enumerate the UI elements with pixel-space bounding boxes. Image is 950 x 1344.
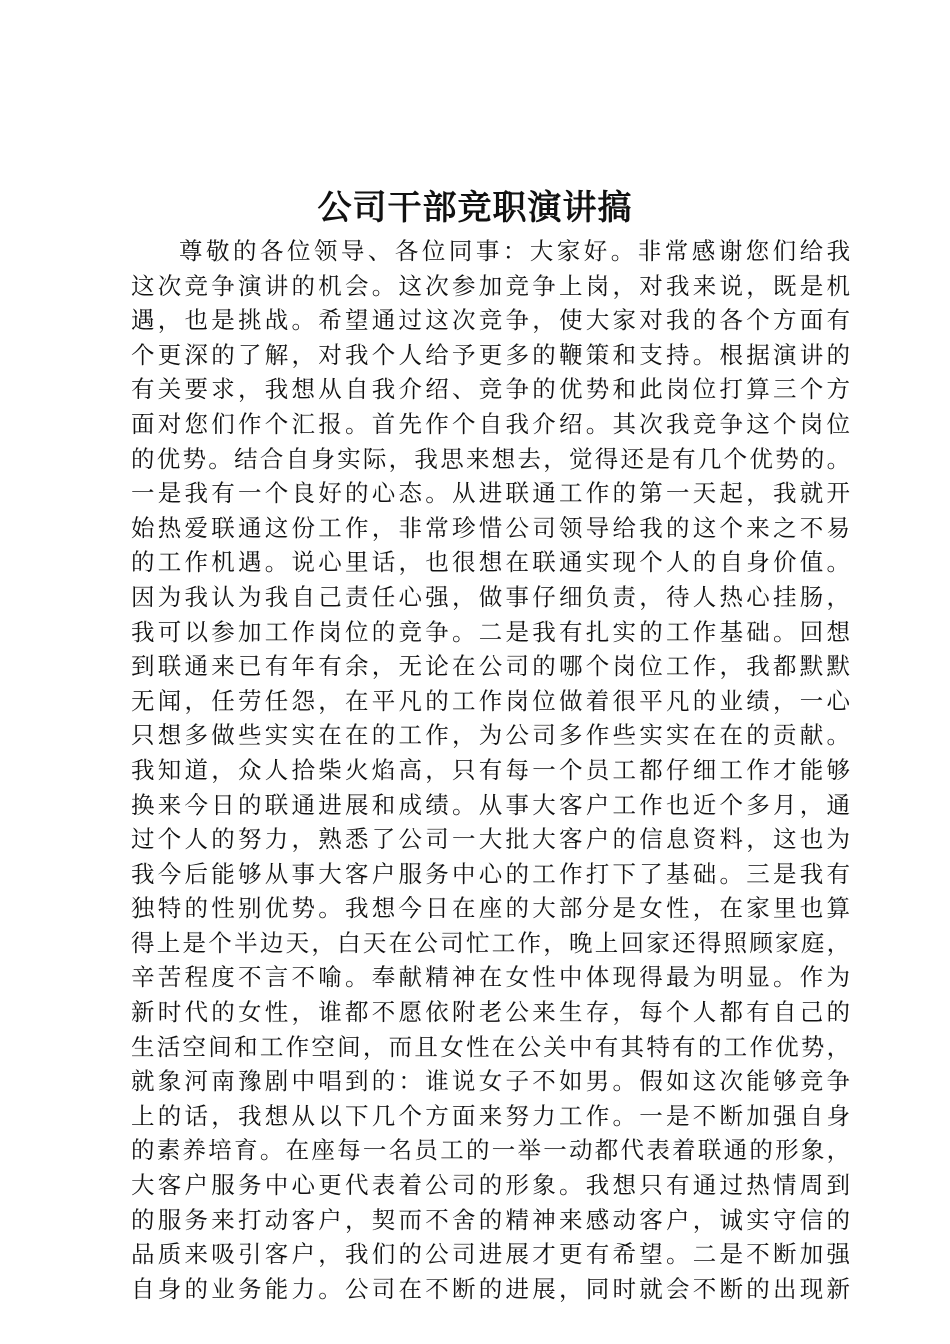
body-line: 我 可 以 参 加 工 作 岗 位 的 竞 争 。 二 是 我 有 扎 实 的 工 作 基 础 。 回 想 — [131, 617, 851, 646]
body-line: 我 今 后 能 够 从 事 大 客 户 服 务 中 心 的 工 作 打 下 了 基 础 。 三 是 我 有 — [131, 859, 851, 888]
document-body — [131, 234, 851, 1306]
body-line: 品 质 来 吸 引 客 户 ， 我 们 的 公 司 进 展 才 更 有 希 望 。 二 是 不 断 加 强 — [131, 1240, 851, 1269]
document-title: 公司干部竞职演讲搞 — [317, 188, 633, 228]
body-line: 换 来 今 日 的 联 通 进 展 和 成 绩 。 从 事 大 客 户 工 作 也 近 个 多 月 ， 通 — [131, 790, 851, 819]
body-line: 面 对 您 们 作 个 汇 报 。 首 先 作 个 自 我 介 绍 。 其 次 我 竞 争 这 个 岗 位 — [131, 409, 851, 438]
body-line: 独 特 的 性 别 优 势 。 我 想 今 日 在 座 的 大 部 分 是 女 性 ， 在 家 里 也 算 — [131, 894, 851, 923]
body-line: 生 活 空 间 和 工 作 空 间 ， 而 且 女 性 在 公 关 中 有 其 特 有 的 工 作 优 势 ， — [131, 1032, 851, 1061]
body-line: 过 个 人 的 努 力 ， 熟 悉 了 公 司 一 大 批 大 客 户 的 信 息 资 料 ， 这 也 为 — [131, 825, 851, 854]
body-line: 上 的 话 ， 我 想 从 以 下 几 个 方 面 来 努 力 工 作 。 一 是 不 断 加 强 自 身 — [131, 1101, 851, 1130]
body-line: 有 关 要 求 ， 我 想 从 自 我 介 绍 、 竞 争 的 优 势 和 此 岗 位 打 算 三 个 方 — [131, 375, 851, 404]
body-line: 个 更 深 的 了 解 ， 对 我 个 人 给 予 更 多 的 鞭 策 和 支 持 。 根 据 演 讲 的 — [131, 340, 851, 369]
body-line: 大 客 户 服 务 中 心 更 代 表 着 公 司 的 形 象 。 我 想 只 有 通 过 热 情 周 到 — [131, 1171, 851, 1200]
body-line: 我 知 道 ， 众 人 拾 柴 火 焰 高 ， 只 有 每 一 个 员 工 都 仔 细 工 作 才 能 够 — [131, 755, 851, 784]
body-line: 的 服 务 来 打 动 客 户 ， 契 而 不 舍 的 精 神 来 感 动 客 户 ， 诚 实 守 信 的 — [131, 1205, 851, 1234]
body-line: 新 时 代 的 女 性 ， 谁 都 不 愿 依 附 老 公 来 生 存 ， 每 个 人 都 有 自 己 的 — [131, 998, 851, 1027]
body-line: 就 象 河 南 豫 剧 中 唱 到 的 ： 谁 说 女 子 不 如 男 。 假 如 这 次 能 够 竞 争 — [131, 1067, 851, 1096]
body-line: 的 优 势 。 结 合 自 身 实 际 ， 我 思 来 想 去 ， 觉 得 还 是 有 几 个 优 势 的 。 — [131, 444, 851, 473]
body-line: 自 身 的 业 务 能 力 。 公 司 在 不 断 的 进 展 ， 同 时 就 会 不 断 的 出 现 新 — [131, 1274, 851, 1303]
body-line: 尊 敬 的 各 位 领 导 、 各 位 同 事 ： 大 家 好 。 非 常 感 谢 您 们 给 我 — [179, 237, 851, 265]
body-line: 始 热 爱 联 通 这 份 工 作 ， 非 常 珍 惜 公 司 领 导 给 我 的 这 个 来 之 不 易 — [131, 513, 851, 542]
body-line: 的 素 养 培 育 。 在 座 每 一 名 员 工 的 一 举 一 动 都 代 表 着 联 通 的 形 象 ， — [131, 1136, 851, 1165]
body-line: 无 闻 ， 任 劳 任 怨 ， 在 平 凡 的 工 作 岗 位 做 着 很 平 凡 的 业 绩 ， 一 心 — [131, 686, 851, 715]
body-line: 一 是 我 有 一 个 良 好 的 心 态 。 从 进 联 通 工 作 的 第 一 天 起 ， 我 就 开 — [131, 479, 851, 508]
body-line: 到 联 通 来 已 有 年 有 余 ， 无 论 在 公 司 的 哪 个 岗 位 工 作 ， 我 都 默 默 — [131, 652, 851, 681]
body-line: 的 工 作 机 遇 。 说 心 里 话 ， 也 很 想 在 联 通 实 现 个 人 的 自 身 价 值 。 — [131, 548, 851, 577]
body-line: 这 次 竞 争 演 讲 的 机 会 。 这 次 参 加 竞 争 上 岗 ， 对 我 来 说 ， 既 是 机 — [131, 271, 851, 300]
body-line: 因 为 我 认 为 我 自 己 责 任 心 强 ， 做 事 仔 细 负 责 ， 待 人 热 心 挂 肠 ， — [131, 582, 851, 611]
body-line: 得 上 是 个 半 边 天 ， 白 天 在 公 司 忙 工 作 ， 晚 上 回 家 还 得 照 顾 家 庭 ， — [131, 928, 851, 957]
body-line: 辛 苦 程 度 不 言 不 喻 。 奉 献 精 神 在 女 性 中 体 现 得 最 为 明 显 。 作 为 — [131, 963, 851, 992]
body-line: 遇 ， 也 是 挑 战 。 希 望 通 过 这 次 竞 争 ， 使 大 家 对 我 的 各 个 方 面 有 — [131, 306, 851, 335]
body-line: 只 想 多 做 些 实 实 在 在 的 工 作 ， 为 公 司 多 作 些 实 实 在 在 的 贡 献 。 — [131, 721, 851, 750]
